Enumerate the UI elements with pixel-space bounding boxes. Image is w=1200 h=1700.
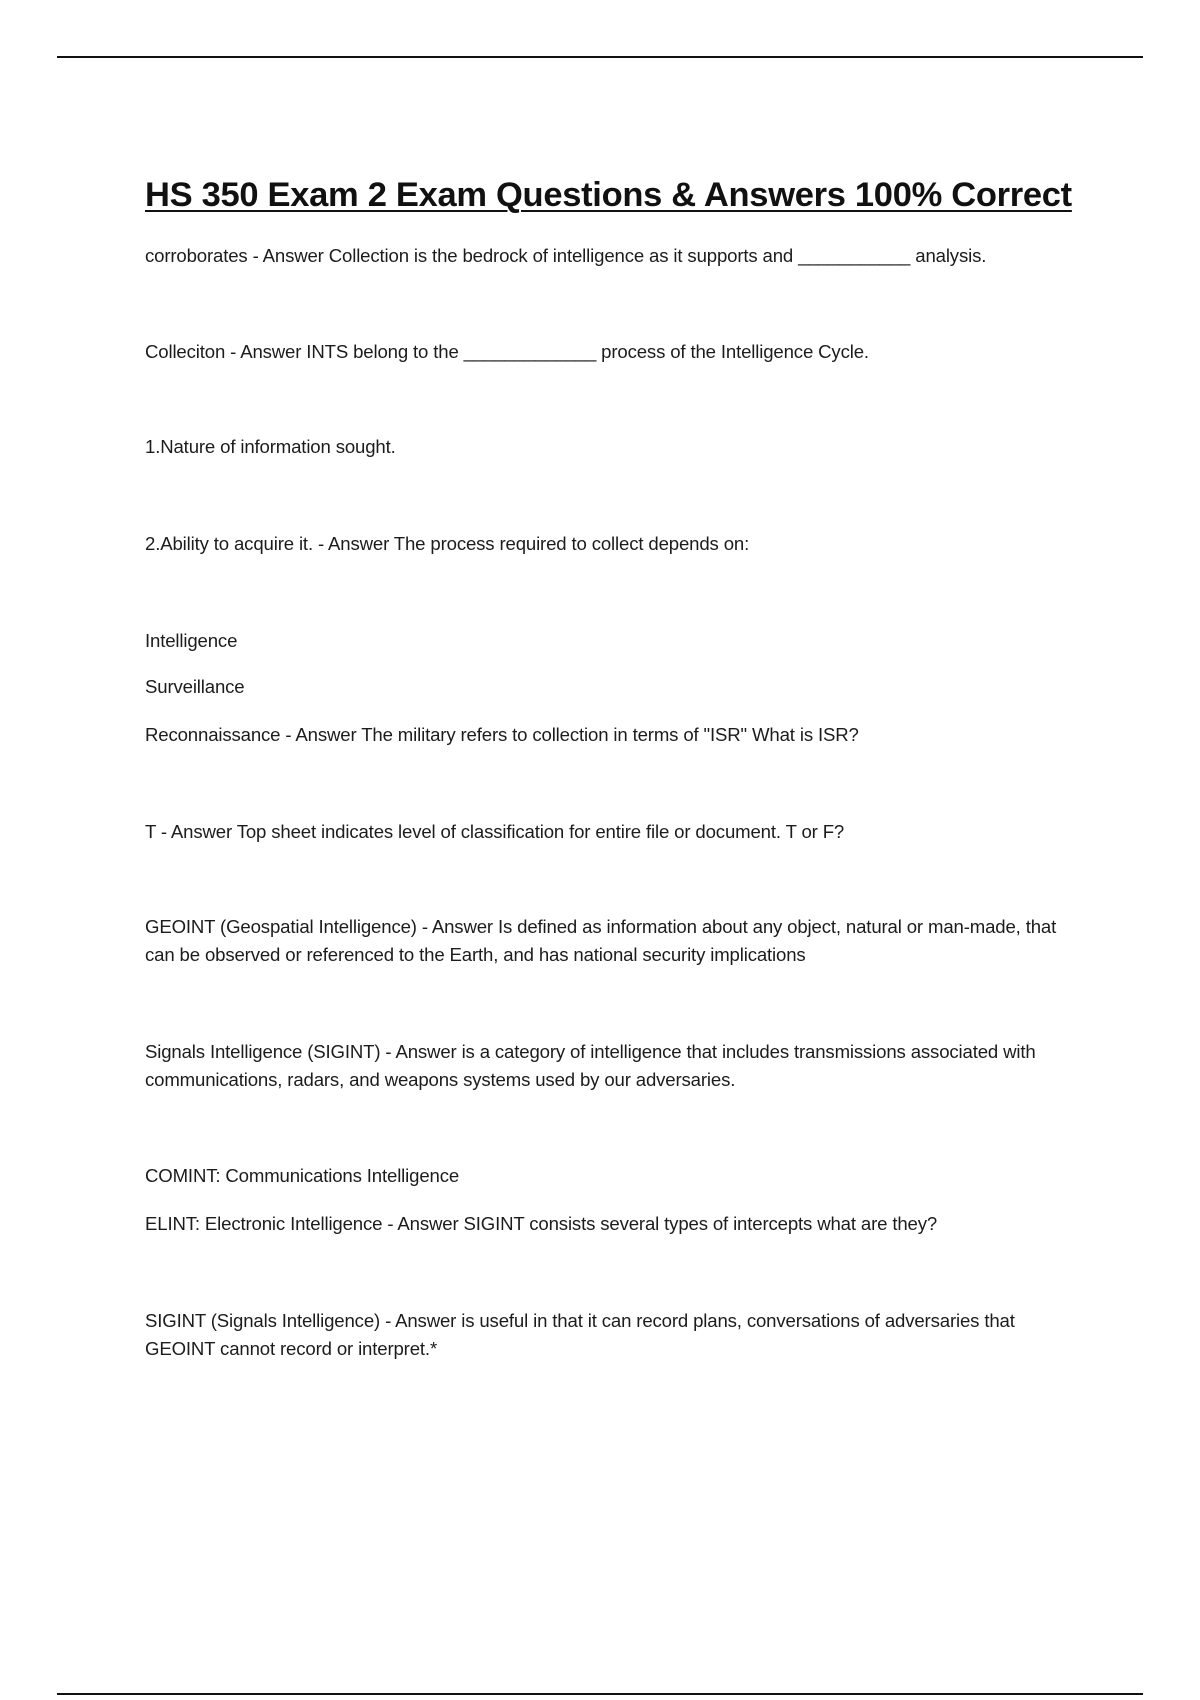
qa-collection: Colleciton - Answer INTS belong to the _____________ process of the Intelligence Cycle.	[145, 341, 869, 362]
qa-ability-to-acquire: 2.Ability to acquire it. - Answer The process required to collect depends on:	[145, 533, 750, 554]
qa-geoint: GEOINT (Geospatial Intelligence) - Answer Is defined as information about any object, natural or man-made, that can be observed or referenced to the Earth, and has national security implications	[145, 916, 1057, 965]
qa-isr-surveillance: Surveillance	[145, 676, 245, 697]
qa-corroborates: corroborates - Answer Collection is the bedrock of intelligence as it supports and ___________ analysis.	[145, 245, 987, 266]
qa-isr-intelligence: Intelligence	[145, 630, 238, 651]
qa-nature-of-information: 1.Nature of information sought.	[145, 436, 396, 457]
document-title: HS 350 Exam 2 Exam Questions & Answers 100% Correct	[145, 176, 1072, 214]
qa-comint: COMINT: Communications Intelligence	[145, 1165, 460, 1186]
qa-elint: ELINT: Electronic Intelligence - Answer SIGINT consists several types of intercepts what are they?	[145, 1213, 938, 1234]
footer-rule	[57, 1693, 1143, 1695]
header-rule	[57, 56, 1143, 58]
qa-sigint-definition: Signals Intelligence (SIGINT) - Answer is a category of intelligence that includes transmissions associated with communications, radars, and weapons systems used by our adversaries.	[145, 1041, 1036, 1090]
qa-isr-reconnaissance: Reconnaissance - Answer The military refers to collection in terms of "ISR" What is ISR?	[145, 724, 859, 745]
qa-top-sheet: T - Answer Top sheet indicates level of classification for entire file or document. T or F?	[145, 821, 845, 842]
qa-sigint-usefulness: SIGINT (Signals Intelligence) - Answer is useful in that it can record plans, conversations of adversaries that GEOINT cannot record or interpret.*	[145, 1310, 1015, 1359]
